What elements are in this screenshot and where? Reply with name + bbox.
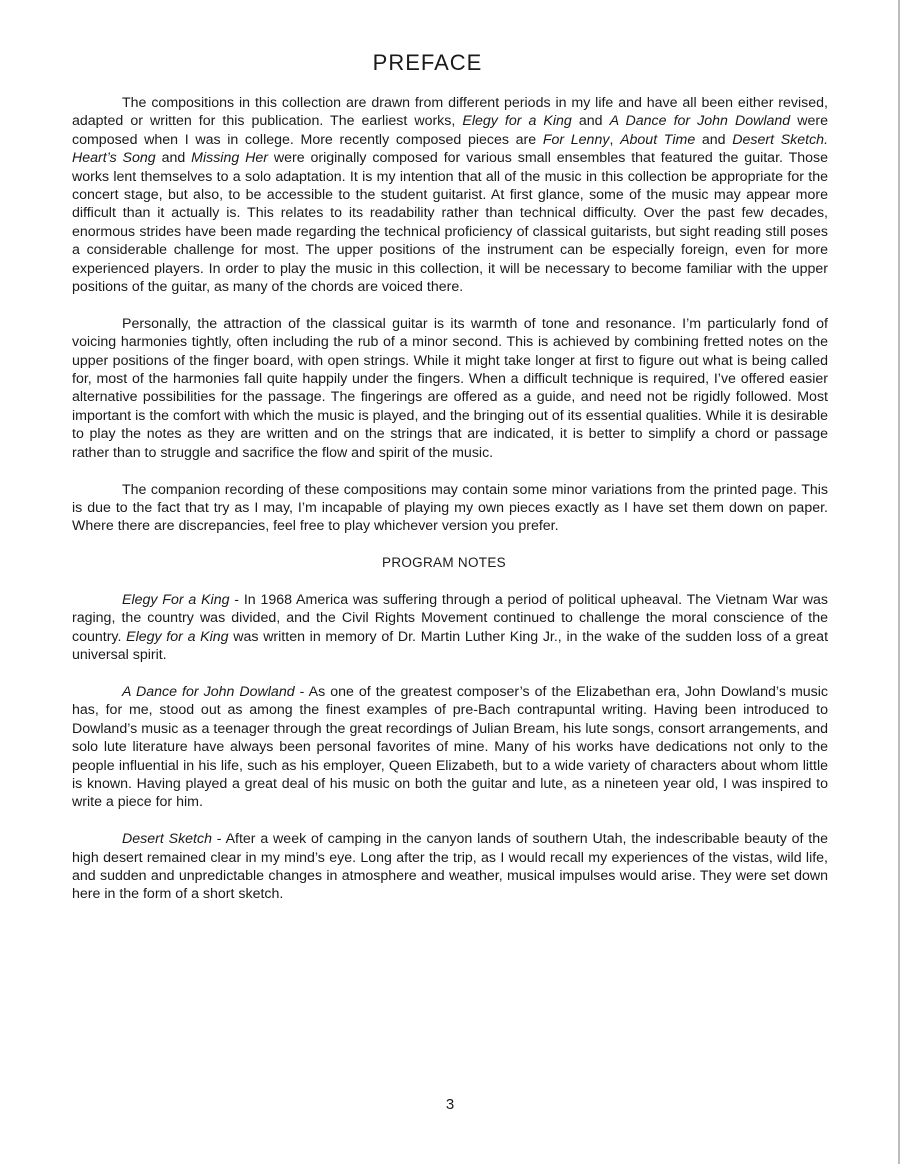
page-number: 3	[445, 1096, 455, 1113]
text-run: The compositions in this collection are drawn from different periods in my life and have all been either revised, adapted or written for this publication. The earliest works,	[72, 95, 828, 130]
note-desert	[72, 830, 828, 904]
text-run: - As one of the greatest composer’s of the Elizabethan era, John Dowland’s music has, for me, stood out as among the finest examples of pre-Bach contrapuntal writing. Having been introduced to Dowland’s music as a teenager through the great recordings of Julian Bream, his lute songs, consort arrangements, and solo lute literature have always been personal favorites of mine. Many of his works have dedications not only to the people influential in his life, such as his employer, Queen Elizabeth, but to a wide variety of characters about whom little is known. Having played a great deal of his music on both the guitar and lute, as a nineteen year old, I was inspired to write a piece for him.	[72, 683, 828, 811]
note-title: Desert Sketch	[122, 831, 212, 848]
program-notes-heading: PROGRAM NOTES	[382, 555, 506, 571]
italic-title: Desert Sketch. Heart’s Song	[72, 131, 829, 167]
italic-title: About Time	[620, 131, 696, 148]
document-body	[72, 94, 828, 904]
italic-title: A Dance for John Dowland	[609, 113, 791, 130]
text-run: and	[571, 113, 610, 130]
note-elegy	[72, 591, 828, 665]
italic-title: Missing Her	[191, 150, 268, 167]
note-title: A Dance for John Dowland	[122, 683, 295, 700]
text-run: - After a week of camping in the canyon lands of southern Utah, the indescribable beauty of the high desert remained clear in my mind’s eye. Long after the trip, as I would recall my experiences of the vistas, wild life, and sudden and unpredictable changes in atmosphere and weather, musical impulses would arise. They were set down here in the form of a short sketch.	[72, 831, 828, 903]
text-run: were composed when I was in college. More recently composed pieces are	[72, 113, 828, 148]
note-title: Elegy For a King	[122, 591, 230, 608]
preface-paragraph-2: Personally, the attraction of the classical guitar is its warmth of tone and resonance. I’m particularly fond of voicing harmonies tightly, often including the rub of a minor second. This is achieved by combining fretted notes on the upper positions of the finger board, with open strings. While it might take longer at first to figure out what is being called for, most of the harmonies fall quite happily under the fingers. When a difficult technique is required, I’ve offered easier alternative possibilities for the passage. The fingerings are offered as a guide, and need not be rigidly followed. Most important is the comfort with which the music is played, and the bringing out of its essential qualities. While it is desirable to play the notes as they are written and on the strings that are indicated, it is better to simplify a chord or passage rather than to struggle and sacrifice the flow and spirit of the music.	[72, 315, 828, 461]
italic-title: For Lenny	[542, 131, 610, 148]
italic-title: Elegy for a King	[126, 628, 229, 645]
italic-title: Elegy for a King	[462, 113, 572, 130]
text-run: and	[695, 131, 733, 148]
page-title: PREFACE	[372, 50, 483, 75]
preface-paragraph-1	[72, 94, 828, 296]
text-run: and	[155, 150, 192, 167]
text-run: ,	[609, 131, 621, 148]
note-dowland	[72, 683, 828, 812]
text-run: were originally composed for various small ensembles that featured the guitar. Those works lent themselves to a solo adaptation. It is my intention that all of the music in this collection be appropriate for the concert stage, but also, to be accessible to the student guitarist. At first glance, some of the music may appear more difficult than it actually is. This relates to its readability rather than technical difficulty. Over the past few decades, enormous strides have been made regarding the technical proficiency of classical guitarists, but sight reading still poses a considerable challenge for most. The upper positions of the instrument can be especially foreign, even for more experienced players. In order to play the music in this collection, it will be necessary to become familiar with the upper positions of the guitar, as many of the chords are voiced there.	[72, 150, 828, 296]
preface-paragraph-3: The companion recording of these compositions may contain some minor variations from the printed page. This is due to the fact that try as I may, I’m incapable of playing my own pieces exactly as I have set them down on paper. Where there are discrepancies, feel free to play whichever version you prefer.	[72, 481, 828, 535]
text-run: was written in memory of Dr. Martin Luther King Jr., in the wake of the sudden loss of a great universal spirit.	[72, 628, 829, 664]
text-run: - In 1968 America was suffering through a period of political upheaval. The Vietnam War was raging, the country was divided, and the Civil Rights Movement continued to challenge the moral conscience of the country.	[72, 591, 828, 645]
